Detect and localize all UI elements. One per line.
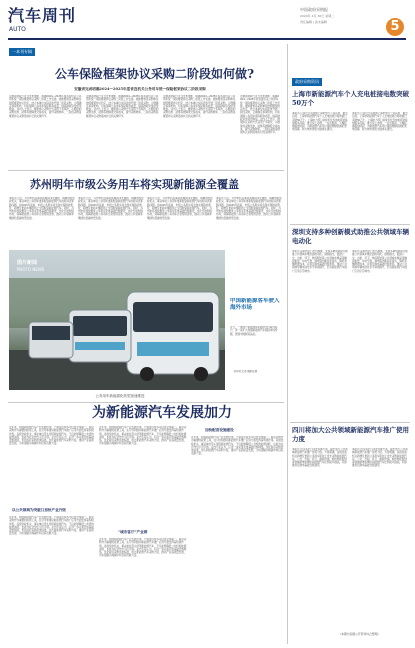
- main-body-col1b: 近年来，我国新能源汽车产业发展迅速，产销量连续多年位居全球第一。政府采购作为重要的政策工具，在引导和推动新能源汽车推广应用方面发挥着积极作用。各级党政机关、事业单位带头使用新能源汽车，不仅能够降低公共机构能源消耗，也能为社会作出示范引领。业内专家认为，应进一步完善充电基础设施网络，优化政府采购需求标准，加大新能源汽车采购力度，推动产业高质量发展，为实现碳达峰碳中和目标贡献力量。: [9, 516, 94, 536]
- date-line: 2024年 4月 30日 星期二: [300, 14, 335, 18]
- divider: [8, 170, 284, 171]
- sichuan-body-col2: 本报讯 四川省近日印发实施方案，提出加大公共领域新能源汽车推广使用力度。方案明确，各级党政机关新增及更新公务用车原则上优先采购新能源汽车，公交、出租、环卫、邮政快递、城市物流配送等领域新增车辆中新能源汽车比例逐年提高，同步推进充换电基础设施建设。: [352, 448, 408, 468]
- top-article-headline: 公车保险框架协议采购二阶段如何做?: [55, 67, 255, 81]
- photo-label-en: PHOTO NEWS: [17, 267, 45, 272]
- sichuan-source: (本期内容据公开资料综合整理): [340, 632, 379, 636]
- sichuan-headline: 四川将加大公共领域新能源汽车推广使用力度: [292, 426, 409, 443]
- photo-side-box: [228, 250, 284, 390]
- shenzhen-body-col1: 本报讯 深圳市近日出台措施，支持多种创新模式助推公共领域车辆全面电动化。措施提出，鼓励公交、出租、环卫、物流配送等公共领域车辆采用融资租赁、车电分离、换电等创新商业模式，降低车辆购置成本，完善充换电基础设施布局，推动公共领域车辆电动化水平持续提升，打造新能源汽车推广应用示范城市。: [292, 250, 348, 273]
- right-section-tag: 政府采购资讯: [292, 78, 322, 86]
- photo-label: 图片新闻: [17, 260, 38, 266]
- main-article-headline: 为新能源汽车发展加力: [92, 405, 232, 421]
- page-number-badge: [386, 18, 404, 36]
- shenzhen-headline: 深圳支持多种创新模式助推公共领域车辆电动化: [292, 228, 409, 245]
- top-article-body-col2: 安徽省财政厅近日发布通知，明确2024—2025年度省直机关公务用车统一保险框架协议采购二阶段工作安排。通知要求各采购单位按照框架协议约定，结合本单位实际需求开展二阶段采购，合理确定承保机构，切实保障公务用车保险服务质量，提高财政资金使用效益。业内人士表示，框架协议采购方式适用于多频次、小额度的采购需求，能够有效降低交易成本，提升采购效率，二阶段采购是框架协议采购落地执行的关键环节。: [86, 95, 159, 118]
- main-subhead-2: “城市客厅”产业群: [118, 530, 148, 534]
- shanghai-body-col2: 本报讯 记者近日从国网上海市电力公司获悉，截至目前，上海市新能源汽车个人充电桩累计接电数已突破50万个。上海电力部门持续优化充电桩报装接电服务流程，推行线上办理、一站式服务，大幅压缩接电时间，为新能源汽车用户提供便捷高效的充电保障，助力城市绿色交通体系建设。: [352, 112, 408, 132]
- suzhou-body-col1: 本报讯 近日，苏州市机关事务管理局印发通知，明确市级党政机关、事业单位公务用车更新配备新能源汽车的时间表和路线图。到2025年底前，市级公务用车将全面实现新能源化，新增及更新车辆原则上全部配备新能源汽车。同时，苏州市将加快推进公务用车充电基础设施建设，优化充电网络布局，保障新能源公务用车日常使用需求，推动公共领域车辆绿色低碳转型发展。: [9, 197, 75, 220]
- side-body: 近日，一批国产新能源客车陆续交付海外客户，进一步扩大我国新能源汽车国际市场份额，展现中国制造品质。: [230, 326, 278, 336]
- masthead-subtitle: AUTO: [9, 26, 26, 33]
- photo-news: [9, 250, 225, 390]
- newspaper-name: 中国政府采购报: [300, 7, 328, 12]
- shanghai-body-col1: 本报讯 记者近日从国网上海市电力公司获悉，截至目前，上海市新能源汽车个人充电桩累计接电数已突破50万个。上海电力部门持续优化充电桩报装接电服务流程，推行线上办理、一站式服务，大幅压缩接电时间，为新能源汽车用户提供便捷高效的充电保障，助力城市绿色交通体系建设。: [292, 112, 348, 132]
- main-body-col2a: 近年来，我国新能源汽车产业发展迅速，产销量连续多年位居全球第一。政府采购作为重要的政策工具，在引导和推动新能源汽车推广应用方面发挥着积极作用。各级党政机关、事业单位带头使用新能源汽车，不仅能够降低公共机构能源消耗，也能为社会作出示范引领。业内专家认为，应进一步完善充电基础设施网络，优化政府采购需求标准，加大新能源汽车采购力度，推动产业高质量发展，为实现碳达峰碳中和目标贡献力量。: [99, 426, 187, 446]
- photo-caption: 公务用车新能源化转型加速推进: [95, 394, 145, 398]
- masthead-rule: [8, 38, 406, 40]
- masthead: [0, 0, 415, 40]
- sichuan-body-col1: 本报讯 四川省近日印发实施方案，提出加大公共领域新能源汽车推广使用力度。方案明确，各级党政机关新增及更新公务用车原则上优先采购新能源汽车，公交、出租、环卫、邮政快递、城市物流配送等领域新增车辆中新能源汽车比例逐年提高，同步推进充换电基础设施建设。: [292, 448, 348, 468]
- main-subhead-3: 加快配套设施建设: [205, 428, 234, 432]
- main-body-col3: 近年来，我国新能源汽车产业发展迅速，产销量连续多年位居全球第一。政府采购作为重要的政策工具，在引导和推动新能源汽车推广应用方面发挥着积极作用。各级党政机关、事业单位带头使用新能源汽车，不仅能够降低公共机构能源消耗，也能为社会作出示范引领。业内专家认为，应进一步完善充电基础设施网络，优化政府采购需求标准，加大新能源汽车采购力度，推动产业高质量发展，为实现碳达峰碳中和目标贡献力量。: [191, 436, 284, 456]
- suzhou-body-col2: 本报讯 近日，苏州市机关事务管理局印发通知，明确市级党政机关、事业单位公务用车更新配备新能源汽车的时间表和路线图。到2025年底前，市级公务用车将全面实现新能源化，新增及更新车辆原则上全部配备新能源汽车。同时，苏州市将加快推进公务用车充电基础设施建设，优化充电网络布局，保障新能源公务用车日常使用需求，推动公共领域车辆绿色低碳转型发展。: [78, 197, 144, 220]
- shenzhen-body-col2: 本报讯 深圳市近日出台措施，支持多种创新模式助推公共领域车辆全面电动化。措施提出，鼓励公交、出租、环卫、物流配送等公共领域车辆采用融资租赁、车电分离、换电等创新商业模式，降低车辆购置成本，完善充换电基础设施布局，推动公共领域车辆电动化水平持续提升，打造新能源汽车推广应用示范城市。: [352, 250, 408, 273]
- main-body-col1a: 近年来，我国新能源汽车产业发展迅速，产销量连续多年位居全球第一。政府采购作为重要的政策工具，在引导和推动新能源汽车推广应用方面发挥着积极作用。各级党政机关、事业单位带头使用新能源汽车，不仅能够降低公共机构能源消耗，也能为社会作出示范引领。业内专家认为，应进一步完善充电基础设施网络，优化政府采购需求标准，加大新能源汽车采购力度，推动产业高质量发展，为实现碳达峰碳中和目标贡献力量。: [9, 426, 94, 446]
- top-article-body-col3: 安徽省财政厅近日发布通知，明确2024—2025年度省直机关公务用车统一保险框架协议采购二阶段工作安排。通知要求各采购单位按照框架协议约定，结合本单位实际需求开展二阶段采购，合理确定承保机构，切实保障公务用车保险服务质量，提高财政资金使用效益。业内人士表示，框架协议采购方式适用于多频次、小额度的采购需求，能够有效降低交易成本，提升采购效率，二阶段采购是框架协议采购落地执行的关键环节。: [163, 95, 236, 118]
- shanghai-headline: 上海市新能源汽车个人充电桩接电数突破50万个: [292, 90, 409, 107]
- suzhou-article-headline: 苏州明年市级公务用车将实现新能源全覆盖: [30, 178, 239, 191]
- divider: [290, 224, 410, 225]
- suzhou-body-col4: 本报讯 近日，苏州市机关事务管理局印发通知，明确市级党政机关、事业单位公务用车更新配备新能源汽车的时间表和路线图。到2025年底前，市级公务用车将全面实现新能源化，新增及更新车辆原则上全部配备新能源汽车。同时，苏州市将加快推进公务用车充电基础设施建设，优化充电网络布局，保障新能源公务用车日常使用需求，推动公共领域车辆绿色低碳转型发展。: [216, 197, 282, 220]
- top-article-subheadline: 安徽省完成明确2024—2025年度省直机关公务用车统一保险框架协议二阶段采购: [74, 87, 206, 91]
- side-author: 新华社记者 摄影报道: [234, 370, 258, 373]
- masthead-title: 汽车周刊: [8, 6, 77, 25]
- main-subhead-1: 以公共领域为突破口加快产业升级: [12, 508, 66, 512]
- top-article-body-col1: 安徽省财政厅近日发布通知，明确2024—2025年度省直机关公务用车统一保险框架协议采购二阶段工作安排。通知要求各采购单位按照框架协议约定，结合本单位实际需求开展二阶段采购，合理确定承保机构，切实保障公务用车保险服务质量，提高财政资金使用效益。业内人士表示，框架协议采购方式适用于多频次、小额度的采购需求，能够有效降低交易成本，提升采购效率，二阶段采购是框架协议采购落地执行的关键环节。: [9, 95, 82, 118]
- page-number: 5: [390, 19, 400, 34]
- edition-line: 责任编辑 | 美术编辑: [300, 20, 327, 24]
- suzhou-body-col3: 本报讯 近日，苏州市机关事务管理局印发通知，明确市级党政机关、事业单位公务用车更新配备新能源汽车的时间表和路线图。到2025年底前，市级公务用车将全面实现新能源化，新增及更新车辆原则上全部配备新能源汽车。同时，苏州市将加快推进公务用车充电基础设施建设，优化充电网络布局，保障新能源公务用车日常使用需求，推动公共领域车辆绿色低碳转型发展。: [147, 197, 213, 220]
- side-headline: 中国新能源客车驶入海外市场: [230, 298, 280, 311]
- column-separator: [287, 44, 288, 644]
- main-body-col2b: 近年来，我国新能源汽车产业发展迅速，产销量连续多年位居全球第一。政府采购作为重要的政策工具，在引导和推动新能源汽车推广应用方面发挥着积极作用。各级党政机关、事业单位带头使用新能源汽车，不仅能够降低公共机构能源消耗，也能为社会作出示范引领。业内专家认为，应进一步完善充电基础设施网络，优化政府采购需求标准，加大新能源汽车采购力度，推动产业高质量发展，为实现碳达峰碳中和目标贡献力量。: [99, 538, 187, 558]
- divider: [8, 402, 284, 403]
- top-article-body-col4: 安徽省财政厅近日发布通知，明确2024—2025年度省直机关公务用车统一保险框架协议采购二阶段工作安排。通知要求各采购单位按照框架协议约定，结合本单位实际需求开展二阶段采购，合理确定承保机构，切实保障公务用车保险服务质量，提高财政资金使用效益。业内人士表示，框架协议采购方式适用于多频次、小额度的采购需求，能够有效降低交易成本，提升采购效率，二阶段采购是框架协议采购落地执行的关键环节。: [240, 95, 280, 135]
- section-tag: 一本刊专稿: [9, 48, 35, 56]
- divider: [290, 422, 410, 423]
